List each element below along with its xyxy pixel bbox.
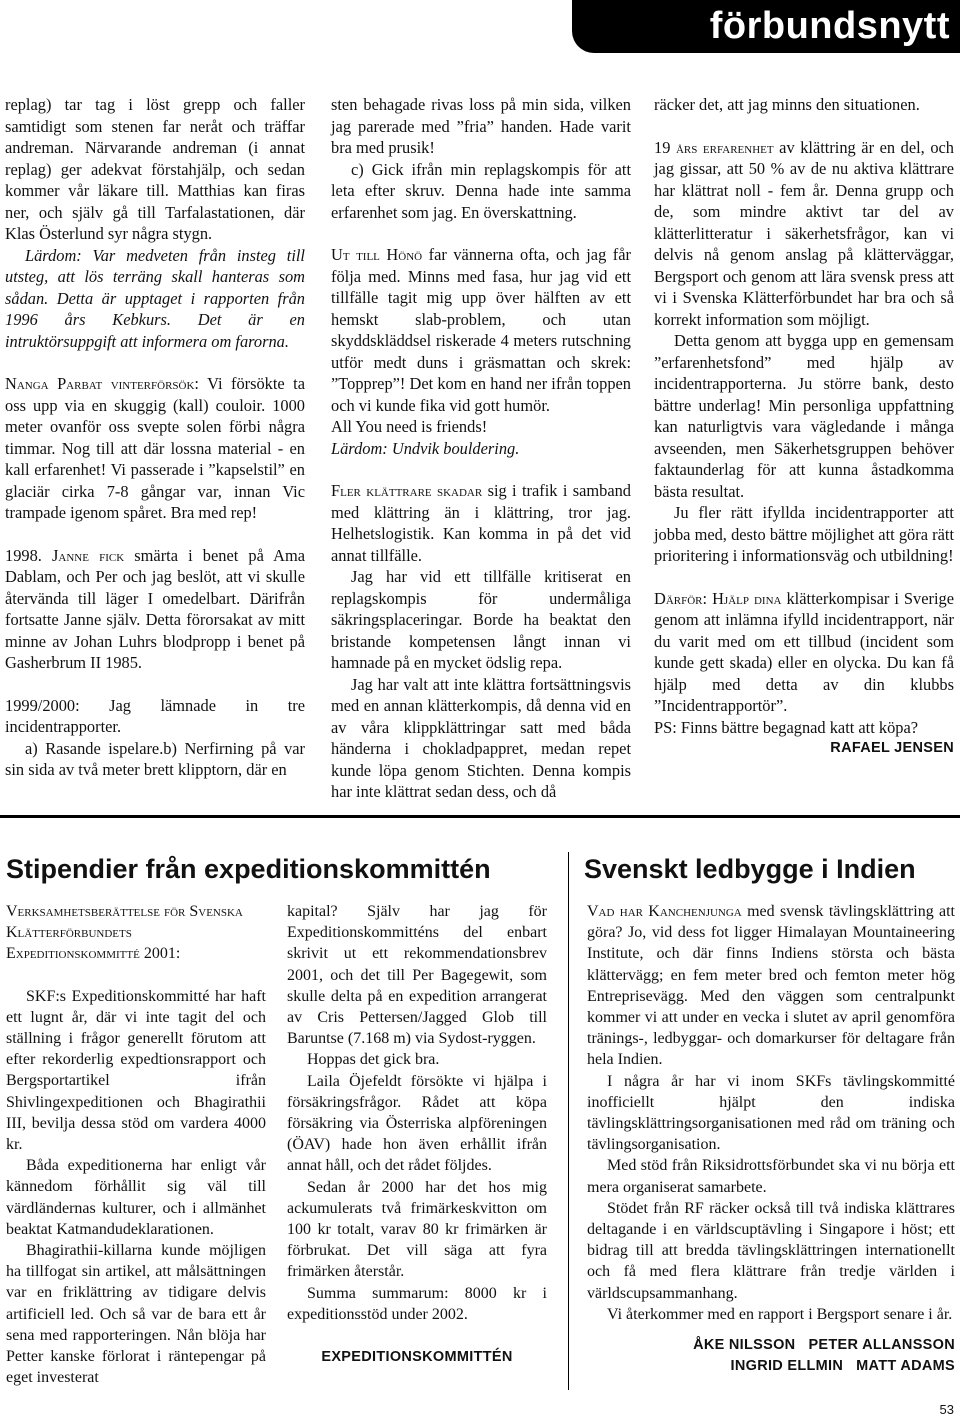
- paragraph: Ju fler rätt ifyllda incidentrapporter att jobba med, desto bättre möjlighet att göra rätt prioritering i informationsväg och utbildning!: [654, 503, 954, 565]
- paragraph: räcker det, att jag minns den situationen.: [654, 95, 920, 114]
- paragraph: Därför: Hjälp dina klätterkompisar i Sverige genom att inlämna ifylld incidentrapport, när du varit med om ett tillbud (incident som kunde gett skada) eller en olycka. Du kan få hjälp med detta av din klubbs ”Incidentrapportör”.: [654, 588, 954, 715]
- lead-in: Ut till Hönö: [331, 245, 423, 264]
- paragraph: PS: Finns bättre begagnad katt att köpa?: [654, 717, 919, 737]
- stipendier-column-1: [6, 901, 266, 1388]
- section-divider: [0, 815, 960, 818]
- paragraph: Jag har vid ett tillfälle kritiserat en replagskompis för undermåliga säkringsplaceringar. Borde ha beaktat den bristande kompetensen långt innan vi hamnade på en mycket ödslig repa.: [331, 567, 631, 672]
- ledbygge-column: [587, 901, 955, 1377]
- author-signature: INGRID ELLMIN MATT ADAMS: [730, 1358, 955, 1375]
- lead-in: Janne fick: [52, 545, 125, 565]
- paragraph: a) Rasande ispelare.b) Nerfirning på var sin sida av två meter brett klipptorn, där en: [5, 738, 305, 779]
- paragraph: 1998. Janne fick smärta i benet på Ama Dablam, och Per och jag beslöt, att vi skulle återvända till läger I omedelbart. Därifrån fortsatte Janne själv. Detta förorsakat av mitt minne av Johan Luhrs blodpropp i benet på Gasherbrum II 1985.: [5, 545, 305, 672]
- lead-in: Fler klättrare skadar: [331, 481, 483, 500]
- author-signature: ÅKE NILSSON PETER ALLANSSON: [693, 1337, 955, 1354]
- paragraph: c) Gick ifrån min replagskompis för att leta efter skruv. Denna hade inte samma erfarenhet som jag. En överskattning.: [331, 159, 631, 222]
- lead-in: Vad har Kanchenjunga: [587, 903, 742, 920]
- section-header-tab: [572, 0, 960, 53]
- section-title: förbundsnytt: [709, 5, 950, 47]
- paragraph: Bhagirathii-killarna kunde möjligen ha tillfogat sin artikel, att målsättningen var en friklättring av tidigare delvis artificiell led. Och så var de bara ett år sena med rapporteringen. Nån blöja har Petter kanske förlorat i räntepengar på eget investerat: [6, 1242, 266, 1387]
- paragraph: Stödet från RF räcker också till två indiska klättrares deltagande i en världscuptävling i Singapore i höst; ett bidrag till att bredda tävlingsklättringen internationellt och få med flera klättrare från tredje världen i världscupsammanhang.: [587, 1199, 955, 1302]
- paragraph: Summa summarum: 8000 kr i expeditionsstöd under 2002.: [287, 1284, 547, 1323]
- paragraph: 19 års erfarenhet av klättring är en del, och jag gissar, att 50 % av de nu aktiva klättrare har klättrat noll - fem år. Denna grupp och de, som mindre aktivt tar del av klätterlitteratur i säkerhetsfrågor, kan vi delvis nå genom anslag på klätterväggar, Bergsport och genom att lära svensk press att vi i Svenska Klätterförbundet har bra och så korrekt information som möjligt.: [654, 137, 954, 329]
- author-signature: RAFAEL JENSEN: [830, 740, 954, 756]
- paragraph: All You need is friends!: [331, 417, 488, 436]
- paragraph: sten behagade rivas loss på min sida, vilken jag parerade med ”fria” handen. Hade varit bra med prusik!: [331, 95, 631, 157]
- paragraph: Vad har Kanchenjunga med svensk tävlingsklättring att göra? Jo, vid dess fot ligger Himalayan Mountaineering Institute, och där finns Indiens största och bästa klättervägg; en fem meter bred och femton meter hög Entreprisevägg. Med den väggen som centralpunkt kommer vi att under en vecka i slutet av april genomföra tränings-, ledbyggar- och domarkurser för deltagare från hela Indien.: [587, 903, 955, 1069]
- paragraph: Med stöd från Riksidrottsförbundet ska vi nu börja ett mera organiserat samarbete.: [587, 1157, 955, 1196]
- paragraph: Nanga Parbat vinterförsök: Vi försökte ta oss upp via en skuggig (kall) couloir. 1000 meter ovanför oss svepte solen förbi några timmar. Nog till att där lossna material - en kall erfarenhet! Vi passerade i ”kapselstil” en glaciär cirka 7-8 gångar var, innan Vic trampade igenom spåret. Bra med rep!: [5, 374, 305, 522]
- paragraph: Sedan år 2000 har det hos mig ackumulerats två frimärkeskvitton om 100 kr totalt, varav 80 kr frimärken är förbrukat. Det vill säga att fyra frimärken återstår.: [287, 1178, 547, 1281]
- lesson-paragraph: Lärdom: Undvik bouldering.: [331, 438, 520, 458]
- top-column-3: [654, 94, 954, 760]
- paragraph: replag) tar tag i löst grepp och faller samtidigt som stenen far neråt och träffar andreman. Närvarande andreman (i annat replag) ger adekvat förstahjälp, och sedan kommer vår läkare till. Matthias kan firas ner, och själv gå till Tarfalastationen, där Klas Österlund syr några stygn.: [5, 95, 305, 243]
- headline-stipendier: Stipendier från expeditionskommittén: [6, 854, 491, 884]
- paragraph: kapital? Själv har jag för Expeditionskommitténs del enbart skrivit ut ett rekommendationsbrev 2001, och det till Per Bagegewit, som skulle delta på en expedition arrangerat av Cris Pettersen/Jagged Glob till Baruntse (7.168 m) via Sydost-ryggen.: [287, 903, 547, 1048]
- paragraph: Vi återkommer med en rapport i Bergsport senare i år.: [607, 1305, 953, 1323]
- stipendier-column-2: [287, 901, 547, 1368]
- headline-ledbygge: Svenskt ledbygge i Indien: [584, 854, 916, 884]
- lead-in: Nanga Parbat vinterförsök:: [5, 374, 199, 393]
- paragraph: Jag har valt att inte klättra fortsättningsvis med en annan klätterkompis, då denna vid en av våra klippklättringar satt med båda händerna i chokladpappret, medan repet kunde löpa genom Stichten. Denna kompis har inte klättrat sedan dess, och då: [331, 674, 631, 801]
- paragraph: Hoppas det gick bra.: [307, 1051, 440, 1069]
- paragraph: Detta genom att bygga upp en gemensam ”erfarenhetsfond” med hjälp av incidentrapporterna. Ju större bank, desto bättre underlag! Min personliga uppfattning kan naturligtvis vara vägledande i många avseenden, men Säkerhetsgruppen behöver faktaunderlag för att kunna åstadkomma bästa resultat.: [654, 331, 954, 501]
- paragraph: Ut till Hönö far vännerna ofta, och jag får följa med. Minns med fasa, hur jag vid ett tillfälle tagit mig upp över hälften av ett hemskt slab-problem, och utan skyddskläddsel riskerade 4 meters rutschning utför medt duns i gräsmattan och skrek: ”Topprep”! Det kom en hand ner ifrån toppen och vi kunde fika vid gott humör.: [331, 245, 631, 415]
- lead-in: Därför: Hjälp dina: [654, 588, 782, 608]
- lead-in: 19 års erfarenhet: [654, 137, 774, 157]
- paragraph: Båda expeditionerna har enligt vår kännedom förhållit sig väl till värdländernas kulturer, och i allmänhet beaktat Katmandudeklarationen.: [6, 1157, 266, 1238]
- paragraph: I några år har vi inom SKFs tävlingskommitté inofficiellt hjälpt den indiska tävlingsklättringsorganisationen med råd om träning och tävlingsorganisation.: [587, 1072, 955, 1154]
- author-signature: EXPEDITIONSKOMMITTÉN: [321, 1349, 513, 1366]
- paragraph: 1999/2000: Jag lämnade in tre incidentrapporter.: [5, 695, 305, 736]
- paragraph: Fler klättrare skadar sig i trafik i samband med klättring än i klättring, tror jag. Helhetslogistik. Kan komma in på det vid annat tillfälle.: [331, 481, 631, 565]
- column-divider: [568, 852, 569, 1390]
- paragraph: Laila Öjefeldt försökte vi hjälpa i försäkringsfrågor. Rådet att köpa försäkring via Österriska alpföreningen (ÖAV) hade hon även erhållit ifrån annat håll, och det rådet följdes.: [287, 1072, 547, 1175]
- page-number: 53: [939, 1402, 954, 1417]
- intro-lead: Verksamhetsberättelse för Svenska Klätterförbundets Expeditionskommitté 2001:: [6, 903, 243, 963]
- paragraph: SKF:s Expeditionskommitté har haft ett lugnt år, där vi inte tagit del och ställning i frågor generellt förutom att efter rekorderlig expedtionsrapport och Bergsportartikel ifrån Shivlingexpeditionen och Bhagirathii III, bevilja dessa stöd om vardera 4000 kr.: [6, 987, 266, 1154]
- lesson-paragraph: Lärdom: Var medveten från insteg till utsteg, att lös terräng skall hanteras som sådan. Detta är upptaget i rapporten från 1996 års Kebkurs. Det är en intruktörsuppgift att informera om farorna.: [5, 245, 305, 351]
- top-column-2: [331, 94, 631, 803]
- top-column-1: [5, 94, 305, 781]
